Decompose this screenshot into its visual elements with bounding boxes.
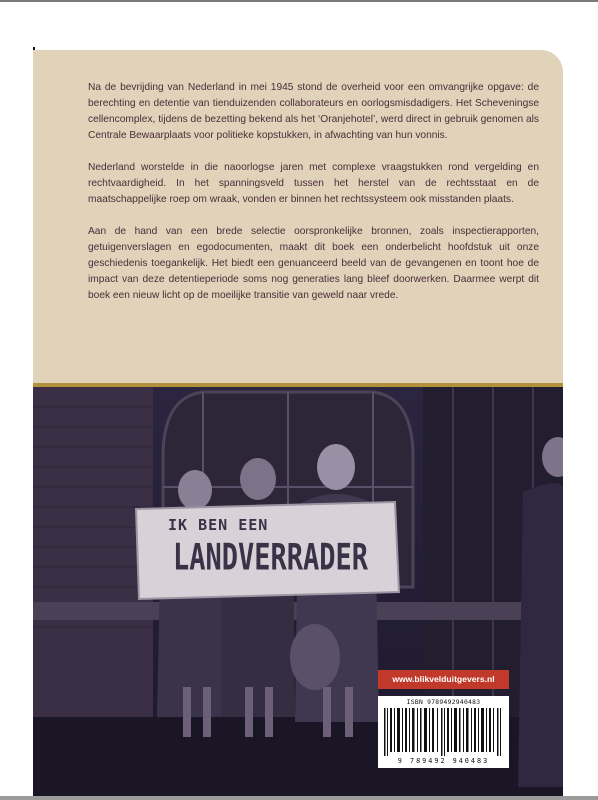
top-border-line (0, 0, 598, 2)
bottom-border-strip (0, 796, 598, 800)
isbn-barcode-box (378, 696, 509, 768)
sign-text-line1: IK BEN EEN (168, 516, 269, 534)
blurb-paragraph-2: Nederland worstelde in die naoorlogse jaren met complexe vraagstukken rond vergelding en rechtvaardigheid. In het spanningsveld tussen het herstel van de rechtsstaat en de maatschappelijke roep om wraak, vonden er binnen het rechtssysteem ook misstanden plaats. (88, 162, 539, 205)
isbn-label: ISBN 9789492940483 (406, 699, 481, 706)
publisher-url-badge: www.blikvelduitgevers.nl (378, 670, 509, 689)
barcode-icon (384, 708, 503, 756)
barcode-number: 9 789492 940483 (397, 757, 490, 765)
book-back-cover (33, 50, 563, 800)
blurb-panel (33, 50, 563, 383)
sign-text-line2: LANDVERRADER (173, 537, 369, 579)
blurb-paragraph-1: Na de bevrijding van Nederland in mei 1945 stond de overheid voor een omvangrijke opgave: de berechting en detentie van tienduizenden collaborateurs en oorlogsmisdadigers. Het Scheveningse cellencomplex, tijdens de bezetting bekend als het ‘Oranjehotel’, werd direct in gebruik genomen als Centrale Bewaarplaats voor politieke kopstukken, in afwachting van hun vonnis. (88, 82, 539, 141)
blurb-text (88, 80, 539, 320)
blurb-paragraph-3: Aan de hand van een brede selectie oorspronkelijke bronnen, zoals inspectierapporten, getuigenverslagen en egodocumenten, maakt dit boek een onderbelicht hoofdstuk uit onze geschiedenis toegankelijk. Het biedt een genuanceerd beeld van de gevangenen en toont hoe de impact van deze detentieperiode soms nog generaties lang bleef doorwerken. Daarmee werpt dit boek een nieuw licht op de moeilijke transitie van geweld naar vrede. (88, 226, 539, 301)
